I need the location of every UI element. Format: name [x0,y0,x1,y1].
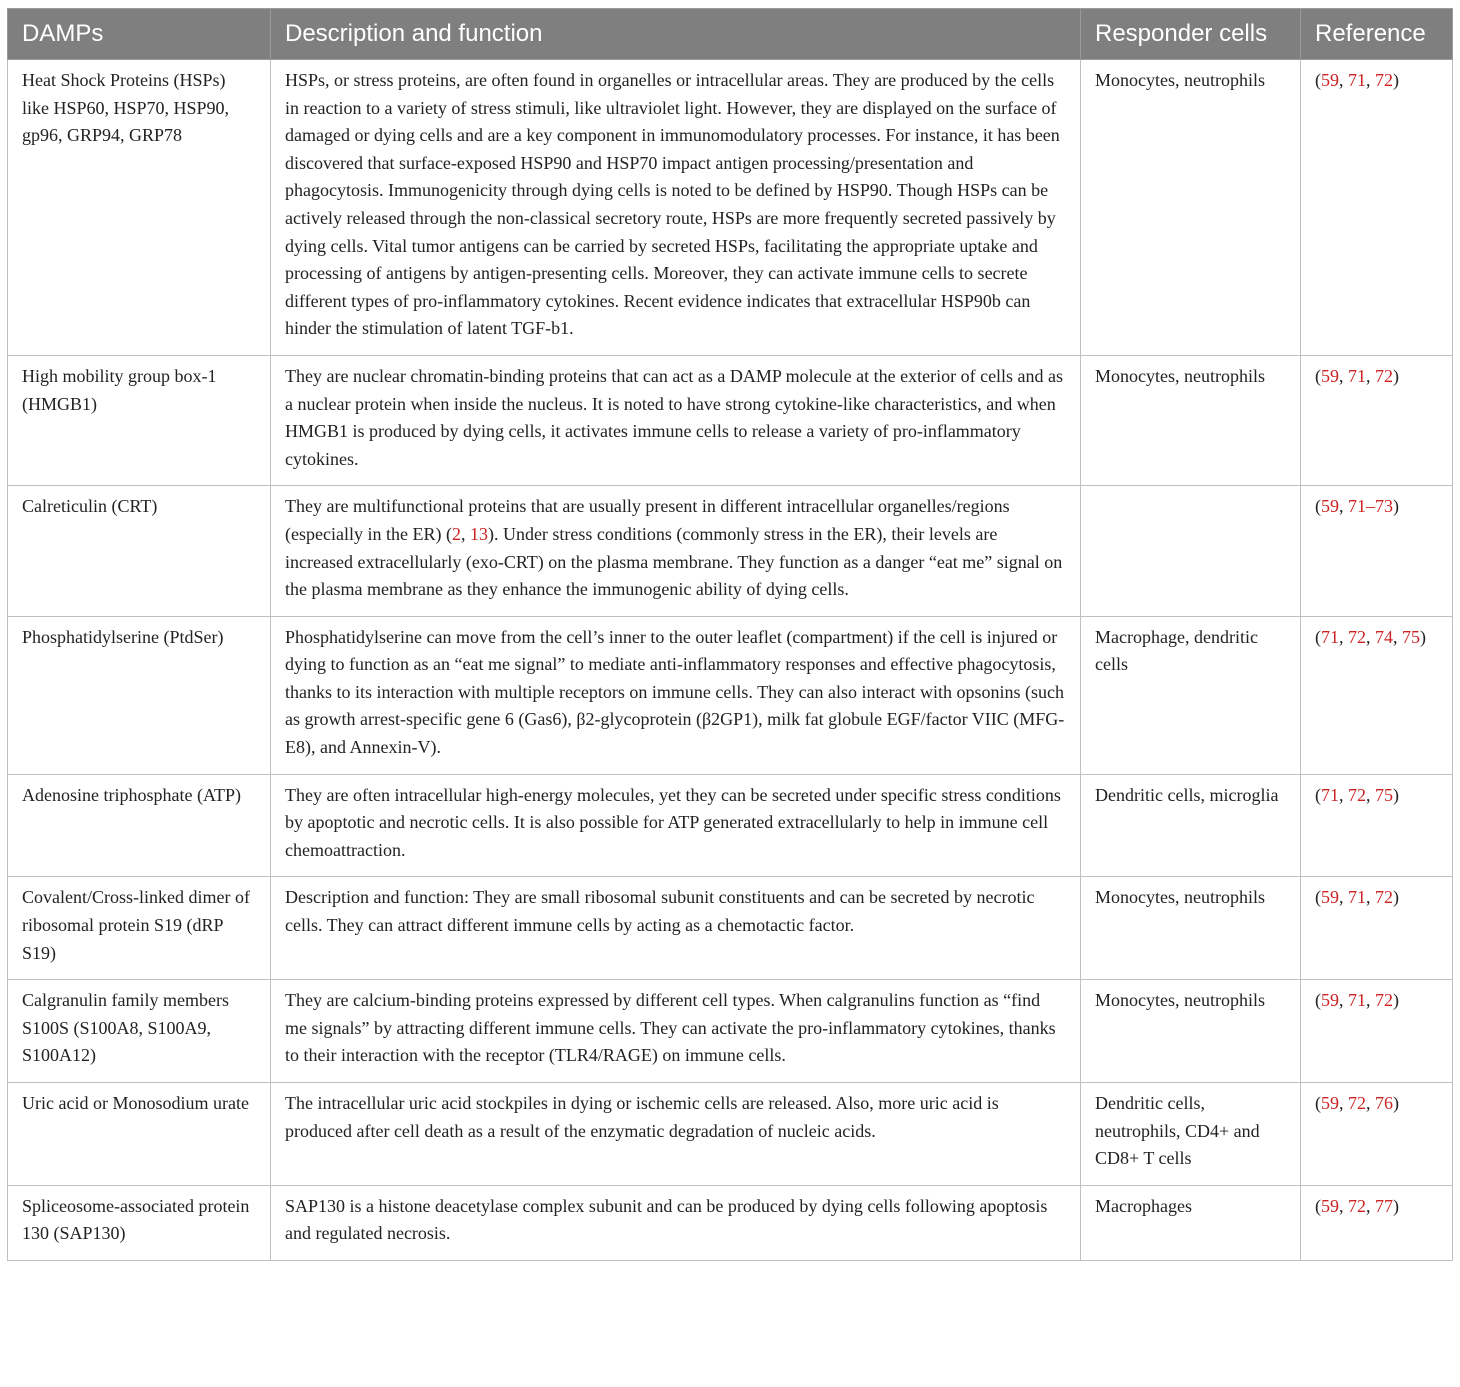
description-cell [271,774,1081,877]
header-damps: DAMPs [8,9,271,60]
responder-cells-cell [1081,486,1301,616]
damp-name-cell: Heat Shock Proteins (HSPs) like HSP60, HSP70, HSP90, gp96, GRP94, GRP78 [8,60,271,356]
reference-punctuation: , [1366,1093,1375,1113]
reference-punctuation: ( [1315,626,1321,647]
responder-cells-cell: Monocytes, neutrophils [1081,980,1301,1083]
reference-punctuation: , [1366,365,1375,386]
reference-link[interactable]: 72 [1375,365,1393,386]
reference-cell [1301,60,1453,356]
reference-punctuation: ( [1315,496,1321,517]
reference-punctuation: , [1366,784,1375,805]
reference-punctuation: , [1339,496,1348,517]
header-reference: Reference [1301,9,1453,60]
description-text: ). Under stress conditions (commonly stress in the ER), their levels are increased extracellularly (exo-CRT) on the plasma membrane. They function as a danger “eat me” signal on the plasma membrane as they enhance the immunogenic ability of dying cells. [285,523,1063,600]
reference-link[interactable]: 59 [1321,70,1339,90]
reference-cell [1301,774,1453,877]
damp-name-cell: Adenosine triphosphate (ATP) [8,774,271,877]
responder-cells-cell: Monocytes, neutrophils [1081,355,1301,485]
description-text: They are calcium-binding proteins expressed by different cell types. When calgranulins function as “find me signals” by attracting different immune cells. They can activate the pro-inflammatory cytokines, thanks to their interaction with the receptor (TLR4/RAGE) on immune cells. [285,990,1056,1066]
reference-link[interactable]: 59 [1321,496,1339,517]
reference-link[interactable]: 71–73 [1348,496,1393,517]
reference-link[interactable]: 59 [1321,990,1339,1011]
reference-link[interactable]: 72 [1348,784,1366,805]
reference-link[interactable]: 72 [1348,1195,1366,1216]
reference-link[interactable]: 72 [1348,626,1366,647]
reference-punctuation: ( [1315,887,1321,908]
reference-punctuation: , [1339,70,1348,90]
damp-name-cell: High mobility group box-1 (HMGB1) [8,355,271,485]
damp-name-cell: Uric acid or Monosodium urate [8,1083,271,1186]
description-text: Phosphatidylserine can move from the cell’s inner to the outer leaflet (compartment) if the cell is injured or dying to function as an “eat me signal” to mediate anti-inflammatory responses and effective phagocytosis, thanks to its interaction with multiple receptors on immune cells. They can also interact with opsonins (such as growth arrest-specific gene 6 (Gas6), β2-glycoprotein (β2GP1), milk fat globule EGF/factor VIIC (MFG-E8), and Annexin-V). [285,626,1065,758]
reference-punctuation: , [1366,1195,1375,1216]
responder-cells-cell: Dendritic cells, neutrophils, CD4+ and CD8+ T cells [1081,1083,1301,1186]
reference-link[interactable]: 71 [1348,887,1366,908]
reference-link[interactable]: 59 [1321,1195,1339,1216]
description-text: They are often intracellular high-energy molecules, yet they can be secreted under specific stress conditions by apoptotic and necrotic cells. It is also possible for ATP generated extracellularly to help in immune cell chemoattraction. [285,784,1061,860]
reference-punctuation: , [1339,784,1348,805]
table-row [8,60,1453,356]
reference-punctuation: ) [1393,784,1399,805]
responder-cells-cell: Dendritic cells, microglia [1081,774,1301,877]
table-header [8,9,1453,60]
reference-punctuation: , [1339,626,1348,647]
reference-punctuation: , [1366,70,1375,90]
table-row [8,877,1453,980]
reference-cell [1301,355,1453,485]
responder-cells-cell: Macrophage, dendritic cells [1081,616,1301,774]
description-cell [271,1185,1081,1260]
table-row [8,1083,1453,1186]
table-row [8,774,1453,877]
reference-link[interactable]: 71 [1348,70,1366,90]
reference-cell [1301,616,1453,774]
description-cell [271,1083,1081,1186]
reference-punctuation: ( [1315,990,1321,1011]
reference-punctuation: ( [1315,365,1321,386]
description-cell [271,60,1081,356]
description-text: SAP130 is a histone deacetylase complex subunit and can be produced by dying cells following apoptosis and regulated necrosis. [285,1195,1048,1244]
reference-punctuation: ) [1393,70,1399,90]
reference-punctuation: ( [1315,70,1321,90]
reference-punctuation: , [1339,887,1348,908]
description-cell [271,877,1081,980]
reference-punctuation: , [1339,365,1348,386]
reference-punctuation: ) [1393,990,1399,1011]
reference-punctuation: ) [1393,887,1399,908]
reference-punctuation: , [1339,1195,1348,1216]
reference-punctuation: , [1366,626,1375,647]
damp-name-cell: Phosphatidylserine (PtdSer) [8,616,271,774]
description-cell [271,355,1081,485]
header-description: Description and function [271,9,1081,60]
reference-link[interactable]: 59 [1321,1093,1339,1113]
reference-cell [1301,1185,1453,1260]
reference-cell [1301,1083,1453,1186]
damps-table [7,8,1453,1261]
citation-link[interactable]: 13 [469,523,488,544]
reference-cell [1301,486,1453,616]
description-text: They are nuclear chromatin-binding proteins that can act as a DAMP molecule at the exterior of cells and as a nuclear protein when inside the nucleus. It is noted to have strong cytokine-like characteristics, and when HMGB1 is produced by dying cells, it activates immune cells to release a variety of pro-inflammatory cytokines. [285,365,1064,469]
table-row [8,980,1453,1083]
description-text: HSPs, or stress proteins, are often found in organelles or intracellular areas. They are produced by the cells in reaction to a variety of stress stimuli, like ultraviolet light. However, they are displayed on the surface of damaged or dying cells and are a key component in immunomodulatory processes. For instance, it has been discovered that surface-exposed HSP90 and HSP70 impact antigen processing/presentation and phagocytosis. Immunogenicity through dying cells is noted to be defined by HSP90. Though HSPs can be actively released through the non-classical secretory route, HSPs are more frequently secreted passively by dying cells. Vital tumor antigens can be carried by secreted HSPs, facilitating the appropriate uptake and processing of antigens by antigen-presenting cells. Moreover, they can activate immune cells to secrete different types of pro-inflammatory cytokines. Recent evidence indicates that extracellular HSP90b can hinder the stimulation of latent TGF-b1. [285,70,1060,339]
description-cell [271,616,1081,774]
damp-name-cell: Spliceosome-associated protein 130 (SAP130) [8,1185,271,1260]
reference-cell [1301,877,1453,980]
reference-link[interactable]: 75 [1402,626,1420,647]
reference-link[interactable]: 59 [1321,365,1339,386]
reference-link[interactable]: 71 [1321,784,1339,805]
reference-link[interactable]: 74 [1375,626,1393,647]
table-body [8,60,1453,1261]
description-text: , [460,523,470,544]
reference-link[interactable]: 72 [1375,887,1393,908]
reference-link[interactable]: 71 [1321,626,1339,647]
damp-name-cell: Calreticulin (CRT) [8,486,271,616]
description-cell [271,486,1081,616]
reference-link[interactable]: 72 [1375,70,1393,90]
reference-punctuation: ) [1393,496,1399,517]
citation-link[interactable]: 2 [451,523,461,544]
responder-cells-cell: Macrophages [1081,1185,1301,1260]
reference-link[interactable]: 71 [1348,365,1366,386]
reference-punctuation: , [1366,990,1375,1011]
reference-link[interactable]: 59 [1321,887,1339,908]
damp-name-cell: Calgranulin family members S100S (S100A8, S100A9, S100A12) [8,980,271,1083]
reference-punctuation: ) [1393,365,1399,386]
description-text: The intracellular uric acid stockpiles in dying or ischemic cells are released. Also, more uric acid is produced after cell death as a result of the enzymatic degradation of nucleic acids. [285,1093,999,1141]
reference-link[interactable]: 77 [1375,1195,1393,1216]
reference-punctuation: ( [1315,1195,1321,1216]
table-row [8,486,1453,616]
description-text: Description and function: They are small ribosomal subunit constituents and can be secreted by necrotic cells. They can attract different immune cells by acting as a chemotactic factor. [285,887,1035,936]
reference-punctuation: , [1339,1093,1348,1113]
reference-link[interactable]: 76 [1375,1093,1393,1113]
reference-cell [1301,980,1453,1083]
description-text: They are multifunctional proteins that are usually present in different intracellular organelles/regions (especially in the ER) ( [285,496,1010,544]
header-row [8,9,1453,60]
reference-link[interactable]: 75 [1375,784,1393,805]
responder-cells-cell: Monocytes, neutrophils [1081,877,1301,980]
description-cell [271,980,1081,1083]
reference-link[interactable]: 72 [1375,990,1393,1011]
header-responder-cells: Responder cells [1081,9,1301,60]
damp-name-cell: Covalent/Cross-linked dimer of ribosomal protein S19 (dRP S19) [8,877,271,980]
reference-link[interactable]: 71 [1348,990,1366,1011]
reference-punctuation: , [1366,887,1375,908]
reference-punctuation: ) [1393,1195,1399,1216]
reference-punctuation: ) [1393,1093,1399,1113]
table-row [8,355,1453,485]
reference-punctuation: ) [1420,626,1426,647]
table-row [8,616,1453,774]
reference-punctuation: ( [1315,1093,1321,1113]
reference-link[interactable]: 72 [1348,1093,1366,1113]
table-row [8,1185,1453,1260]
reference-punctuation: , [1393,626,1402,647]
responder-cells-cell: Monocytes, neutrophils [1081,60,1301,356]
reference-punctuation: ( [1315,784,1321,805]
reference-punctuation: , [1339,990,1348,1011]
